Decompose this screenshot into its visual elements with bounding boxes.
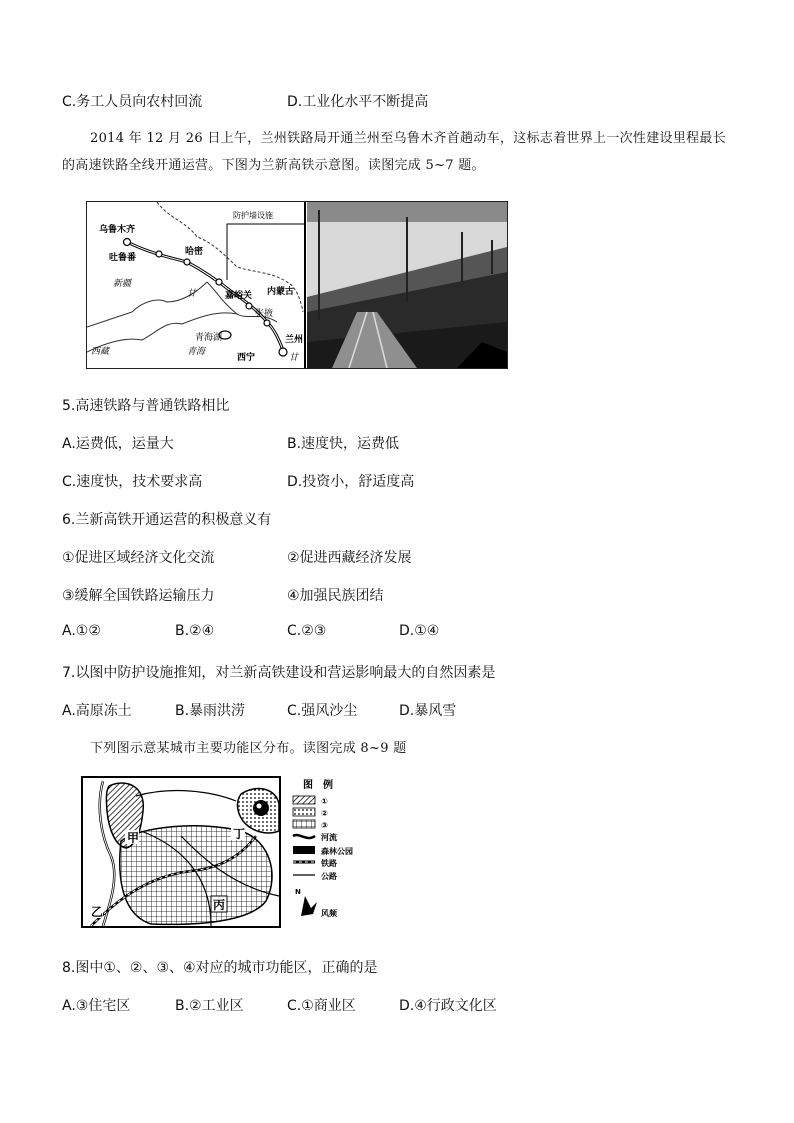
- lanxin-railway-figure: [86, 201, 508, 369]
- station-turpan: [156, 251, 162, 257]
- q6-statement-1: ①促进区域经济文化交流: [62, 550, 215, 566]
- legend-swatch-river: [293, 835, 315, 838]
- intro-text-8-9: 下列图示意某城市主要功能区分布。读图完成 8~9 题: [90, 741, 407, 756]
- q6-option-b: B.②④: [175, 623, 215, 639]
- q7-option-c: C.强风沙尘: [287, 703, 358, 719]
- q6-statement-3: ③缓解全国铁路运输压力: [62, 588, 215, 604]
- label-qinghai: 青海: [187, 347, 206, 357]
- q8-stem: 8.图中①、②、③、④对应的城市功能区，正确的是: [62, 960, 378, 976]
- q5-option-c: C.速度快，技术要求高: [62, 474, 203, 490]
- legend-item-2: ②: [321, 809, 328, 818]
- intro-paragraph-5-7: [62, 125, 732, 179]
- q6-statement-4: ④加强民族团结: [287, 588, 384, 604]
- intro-text-5-7: 2014 年 12 月 26 日上午，兰州铁路局开通兰州至乌鲁木齐首趟动车，这标志着世界上一次性建设里程最长的高速铁路全线开通运营。下图为兰新高铁示意图。读图完成 5~7 题。: [62, 131, 727, 173]
- forest-park-core: [257, 804, 262, 809]
- station-zhangye: [246, 303, 252, 309]
- legend-swatch-3: [293, 820, 315, 828]
- map-legend: [293, 778, 353, 918]
- station-urumqi: [124, 239, 131, 246]
- q6-option-a: A.①②: [62, 623, 101, 639]
- q8-option-d: D.④行政文化区: [399, 998, 497, 1014]
- legend-wind: 风频: [321, 909, 337, 918]
- station-hami: [184, 259, 190, 265]
- forest-park: [253, 800, 269, 816]
- label-fanghu: 防护墙设施: [233, 211, 273, 220]
- label-qinghaihu: 青海湖: [195, 333, 223, 343]
- label-jiayuguan: 嘉峪关: [225, 291, 253, 301]
- label-hami: 哈密: [185, 247, 204, 257]
- label-bing: 丙: [213, 898, 226, 912]
- city-function-zone-map: [81, 776, 357, 928]
- q6-option-d: D.①④: [399, 623, 440, 639]
- zone-grid-area: [120, 826, 272, 925]
- label-neimenggu: 内蒙古: [267, 287, 295, 297]
- q8-option-c: C.①商业区: [287, 998, 356, 1014]
- q6-option-c: C.②③: [287, 623, 327, 639]
- legend-swatch-forest: [293, 846, 315, 854]
- legend-forest: 森林公园: [321, 847, 353, 856]
- station-xining: [264, 320, 270, 326]
- label-zhangye: 张掖: [255, 309, 274, 319]
- legend-item-3: ③: [321, 821, 328, 830]
- q4-option-d: D.工业化水平不断提高: [287, 94, 429, 110]
- label-gan-short: 甘: [289, 353, 299, 363]
- q7-option-d: D.暴风雪: [399, 703, 457, 719]
- q5-option-b: B.速度快，运费低: [287, 436, 400, 452]
- legend-swatch-1: [293, 796, 315, 804]
- label-xizang: 西藏: [91, 347, 110, 357]
- q8-option-a: A.③住宅区: [62, 998, 131, 1014]
- label-xinjiang: 新疆: [113, 279, 132, 289]
- label-xining: 西宁: [237, 353, 256, 363]
- station-lanzhou: [279, 348, 287, 356]
- legend-river: 河流: [321, 833, 337, 842]
- q4-option-c: C.务工人员向农村回流: [62, 94, 203, 110]
- legend-item-1: ①: [321, 797, 328, 806]
- legend-rail: 铁路: [321, 859, 337, 868]
- q5-option-a: A.运费低，运量大: [62, 436, 174, 452]
- label-urumqi: 乌鲁木齐: [99, 225, 136, 235]
- q7-stem: 7.以图中防护设施推知，对兰新高铁建设和营运影响最大的自然因素是: [62, 665, 496, 681]
- legend-north: N: [295, 888, 301, 896]
- q8-option-b: B.②工业区: [175, 998, 244, 1014]
- intro-paragraph-8-9: [62, 735, 732, 762]
- label-ding: 丁: [233, 827, 246, 841]
- label-yi: 乙: [91, 905, 104, 919]
- protection-wall-photo: [307, 202, 507, 368]
- wind-rose-icon: [301, 896, 317, 916]
- q5-stem: 5.高速铁路与普通铁路相比: [62, 398, 230, 414]
- legend-swatch-2: [293, 808, 315, 816]
- label-jia: 甲: [127, 831, 140, 845]
- q6-stem: 6.兰新高铁开通运营的积极意义有: [62, 512, 272, 528]
- city-function-zone-figure: [81, 776, 357, 928]
- label-lanzhou: 兰州: [285, 335, 304, 345]
- q7-option-b: B.暴雨洪涝: [175, 703, 246, 719]
- label-turpan: 吐鲁番: [109, 253, 137, 263]
- legend-road: 公路: [321, 872, 337, 881]
- label-gansu: 甘: [187, 289, 197, 299]
- q5-option-d: D.投资小，舒适度高: [287, 474, 415, 490]
- station-jiayuguan: [216, 279, 222, 285]
- q6-statement-2: ②促进西藏经济发展: [287, 550, 412, 566]
- legend-title: 图 例: [303, 780, 333, 791]
- q7-option-a: A.高原冻土: [62, 703, 132, 719]
- lanxin-railway-map: [87, 202, 507, 368]
